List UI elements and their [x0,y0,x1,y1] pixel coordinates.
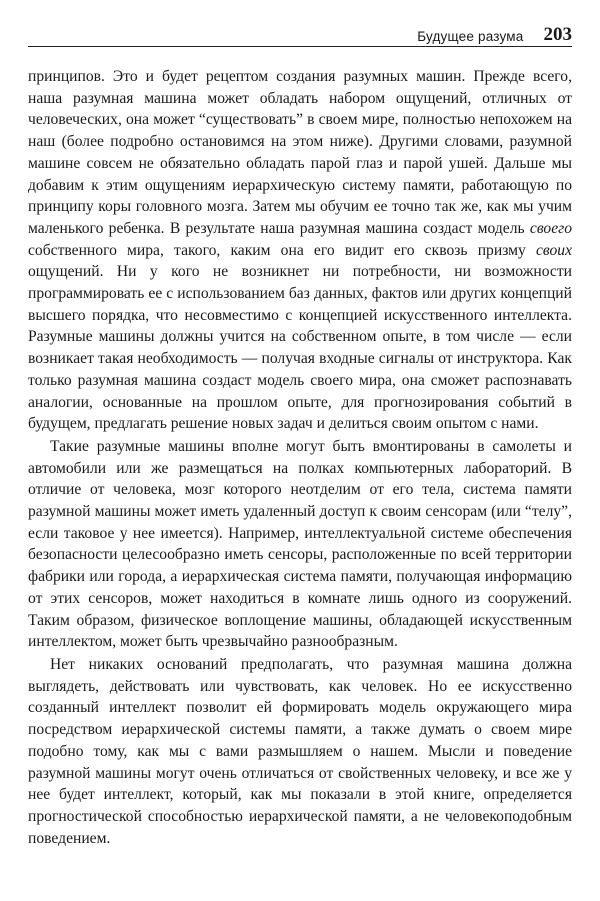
italic-word: своего [529,219,572,237]
page-number: 203 [543,24,572,45]
paragraph-2 [28,436,572,653]
paragraph-3 [28,654,572,849]
running-head [28,18,572,47]
text-run: собственного мира, такого, каким она его видит его сквозь призму [28,241,536,259]
text-run: ощущений. Ни у кого не возникнет ни потребности, ни возможности программировать ее с использованием баз данных, фактов или других концепций высшего порядка, что несовместимо с концепцией искусственного интеллекта. Разумные машины должны учится на собственном опыте, в том числе — если возникает такая необходимость — получая входные сигналы от инструктора. Как только разумная машина создаст модель своего мира, она сможет распознавать аналогии, основанные на прошлом опыте, для прогнозирования событий в будущем, предлагать решение новых задач и делиться своим опытом с нами. [28,263,572,433]
italic-word: своих [536,241,572,259]
paragraph-1 [28,66,572,435]
body-text [28,66,572,849]
text-run: Нет никаких оснований предполагать, что разумная машина должна выглядеть, действовать или чувствовать, как человек. Но ее искусственно созданный интеллект позволит ей формировать модель окружающего мира посредством иерархической системы памяти, а также думать о своем мире подобно тому, как мы с вами размышляем о нашем. Мысли и поведение разумной машины могут очень отличаться от свойственных человеку, и все же у нее будет интеллект, который, как мы показали в этой книге, определяется прогностической способностью иерархической памяти, а не человекоподобным поведением. [28,655,572,847]
text-run: принципов. Это и будет рецептом создания разумных машин. Прежде всего, наша разумная машина может обладать набором ощущений, отличных от человеческих, она может “существовать” в своем мире, полностью непохожем на наш (более подробно остановимся на этом ниже). Другими словами, разумной машине совсем не обязательно обладать парой глаз и парой ушей. Дальше мы добавим к этим ощущениям иерархическую систему памяти, работающую по принципу коры головного мозга. Затем мы обучим ее точно так же, как мы учим маленького ребенка. В результате наша разумная машина создаст модель [28,68,572,237]
running-title: Будущее разума [417,29,524,44]
text-run: Такие разумные машины вполне могут быть вмонтированы в самолеты и автомобили или же размещаться на полках компьютерных лабораторий. В отличие от человека, мозг которого неотделим от его тела, система памяти разумной машины может иметь удаленный доступ к своим сенсорам (или “телу”, если таковое у нее имеется). Например, интеллектуальной системе обеспечения безопасности целесообразно иметь сенсоры, расположенные по всей территории фабрики или города, а иерархическая система памяти, получающая информацию от этих сенсоров, может находиться в комнате лишь одного из сооружений. Таким образом, физическое воплощение машины, обладающей искусственным интеллектом, может быть чрезвычайно разнообразным. [28,437,572,651]
